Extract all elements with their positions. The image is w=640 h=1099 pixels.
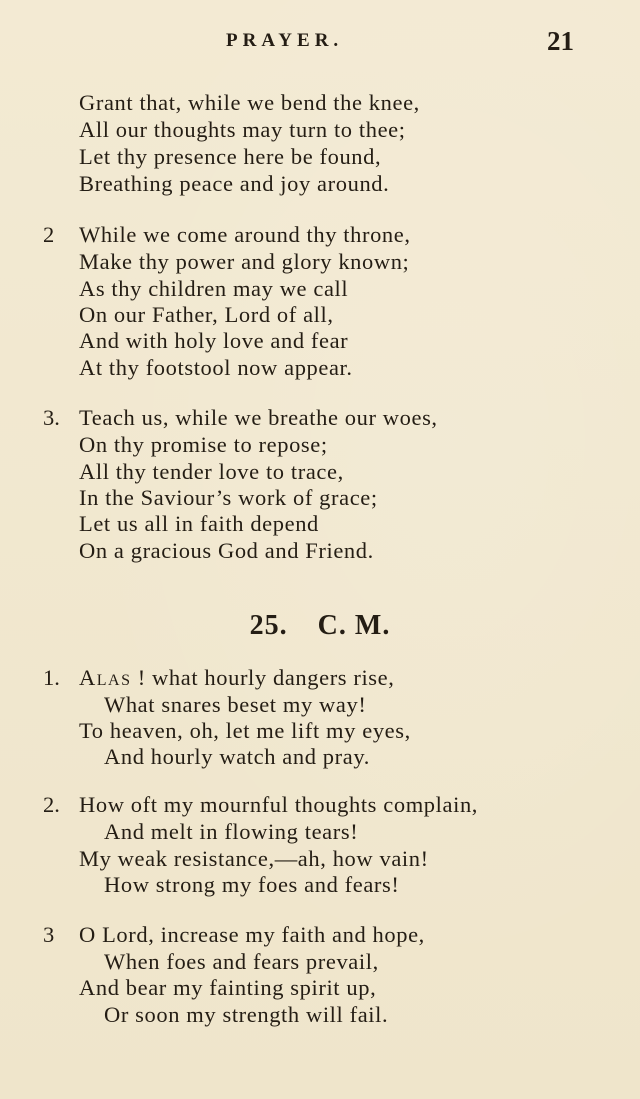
verse-line: When foes and fears prevail, [104,949,379,974]
verse-line: And hourly watch and pray. [104,744,370,769]
verse-line-rest: ! what hourly dangers rise, [137,665,395,690]
verse-line: Grant that, while we bend the knee, [79,90,420,115]
verse-line: O Lord, increase my faith and hope, [79,922,425,947]
verse-line: My weak resistance,—ah, how vain! [79,846,429,871]
verse-line: Let us all in faith depend [79,511,319,536]
verse-line: To heaven, oh, let me lift my eyes, [79,718,411,743]
verse-line: Or soon my strength will fail. [104,1002,389,1027]
hymn-number: 25. [249,610,288,641]
verse-line: All our thoughts may turn to thee; [79,117,406,142]
verse-line: And with holy love and fear [79,328,349,353]
verse-line: Let thy presence here be found, [79,144,382,169]
verse-line: And bear my fainting spirit up, [79,975,377,1000]
hymn-meter: C. M. [317,610,391,641]
verse-line: On a gracious God and Friend. [79,538,374,563]
page-number: 21 [547,26,574,56]
stanza-number: 1. [43,665,60,690]
verse-line: On thy promise to repose; [79,432,328,457]
verse-line: How oft my mournful thoughts complain, [79,792,479,817]
verse-line: In the Saviour’s work of grace; [79,485,378,510]
verse-line: All thy tender love to trace, [79,459,344,484]
verse-line: As thy children may we call [79,276,349,301]
verse-line: Teach us, while we breathe our woes, [79,405,438,430]
stanza-number: 2. [43,792,60,817]
verse-line: While we come around thy throne, [79,222,411,247]
verse-line: At thy footstool now appear. [79,355,353,380]
hymn-heading [0,610,640,642]
stanza-number: 3 [43,922,55,947]
verse-line: On our Father, Lord of all, [79,302,334,327]
verse-line [79,665,394,691]
verse-line: Breathing peace and joy around. [79,171,390,196]
stanza-number: 3. [43,405,60,430]
verse-line: What snares beset my way! [104,692,367,717]
stanza-number: 2 [43,222,55,247]
first-word: Alas [79,665,132,690]
running-head: PRAYER. [226,30,344,51]
verse-line: And melt in flowing tears! [104,819,359,844]
verse-line: How strong my foes and fears! [104,872,400,897]
verse-line: Make thy power and glory known; [79,249,410,274]
